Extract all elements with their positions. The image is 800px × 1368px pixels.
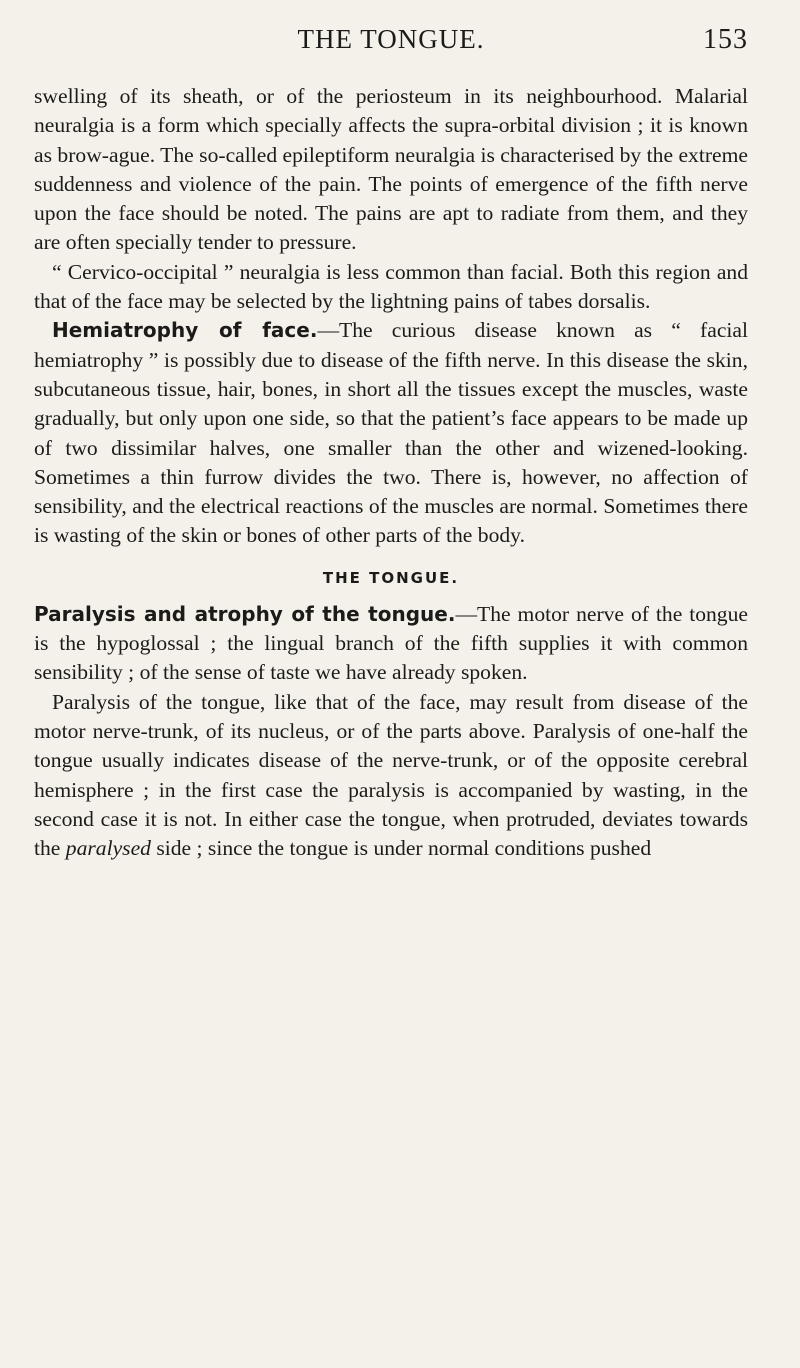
heading-hemiatrophy: Hemiatrophy of face.	[52, 318, 318, 343]
paragraph-paralysis-atrophy-text: —The motor nerve of the tongue is the hypoglossal ; the lingual branch of the fifth supplies it with common sensibility ; of the sense of taste we have already spoken.	[34, 601, 748, 685]
emphasis-paralysed: paralysed	[65, 836, 151, 861]
paragraph-paralysis-text-a: Paralysis of the tongue, like that of the face, may result from disease of the motor nerve-trunk, of its nucleus, or of the parts above. Paralysis of one-half the tongue usually indicates disease of the nerve-trunk, or of the opposite cerebral hemisphere ; in the first case the paralysis is accompanied by wasting, in the second case it is not. In either case the tongue, when protruded, deviates towards the	[34, 689, 748, 861]
paragraph-paralysis-text-b: side ; since the tongue is under normal conditions pushed	[150, 836, 652, 861]
book-page	[34, 20, 748, 863]
paragraph-hemiatrophy-text: —The curious disease known as “ facial hemiatrophy ” is possibly due to disease of the fifth nerve. In this disease the skin, subcutaneous tissue, hair, bones, in short all the tissues except the muscles, waste gradually, but only upon one side, so that the patient’s face appears to be made up of two dissimilar halves, one smaller than the other and wizened-looking. Sometimes a thin furrow divides the two. There is, however, no affection of sensibility, and the electrical reactions of the muscles are normal. Sometimes there is wasting of the skin or bones of other parts of the body.	[34, 318, 748, 548]
paragraph-paralysis-atrophy	[34, 600, 748, 688]
paragraph-paralysis-tongue	[34, 688, 748, 864]
paragraph-cervico-occipital: “ Cervico-occipital ” neuralgia is less common than facial. Both this region and that of the face may be selected by the lightning pains of tabes dorsalis.	[34, 259, 748, 314]
running-title: THE TONGUE.	[297, 24, 485, 54]
paragraph-hemiatrophy	[34, 316, 748, 550]
paragraph-neuralgia-continued: swelling of its sheath, or of the periosteum in its neighbourhood. Malarial neuralgia is a form which specially affects the supra-orbital division ; it is known as brow-ague. The so-called epileptiform neuralgia is characterised by the extreme suddenness and violence of the pain. The points of emergence of the fifth nerve upon the face should be noted. The pains are apt to radiate from them, and they are often specially tender to pressure.	[34, 84, 748, 255]
running-head	[34, 20, 748, 60]
page-number: 153	[703, 24, 748, 55]
section-heading-tongue: THE TONGUE.	[322, 568, 460, 587]
heading-paralysis-atrophy: Paralysis and atrophy of the tongue.	[34, 601, 456, 626]
